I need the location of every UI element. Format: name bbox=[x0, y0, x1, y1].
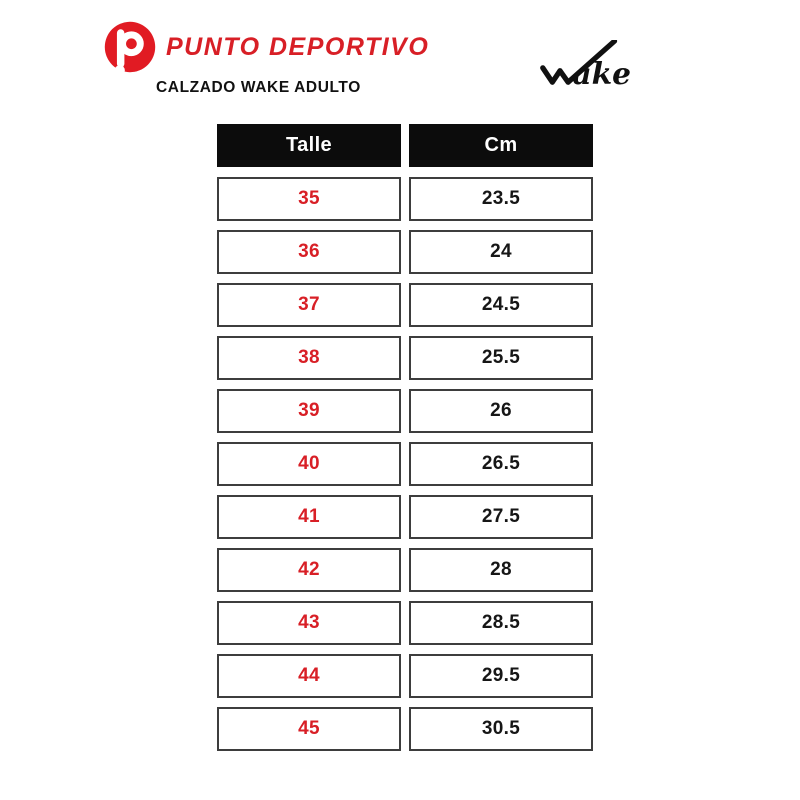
talle-cell: 43 bbox=[217, 601, 401, 645]
column-header-talle: Talle bbox=[217, 124, 401, 167]
talle-cell: 39 bbox=[217, 389, 401, 433]
cm-cell: 23.5 bbox=[409, 177, 593, 221]
size-table bbox=[217, 124, 593, 751]
cm-cell: 27.5 bbox=[409, 495, 593, 539]
cm-cell: 28.5 bbox=[409, 601, 593, 645]
wake-logo bbox=[538, 40, 648, 90]
cm-cell: 30.5 bbox=[409, 707, 593, 751]
cm-cell: 28 bbox=[409, 548, 593, 592]
column-header-cm: Cm bbox=[409, 124, 593, 167]
p-circle-icon bbox=[102, 19, 158, 75]
talle-cell: 45 bbox=[217, 707, 401, 751]
cm-cell: 24.5 bbox=[409, 283, 593, 327]
talle-cell: 38 bbox=[217, 336, 401, 380]
talle-cell: 35 bbox=[217, 177, 401, 221]
page-title: CALZADO WAKE ADULTO bbox=[156, 79, 361, 96]
cm-cell: 26 bbox=[409, 389, 593, 433]
cm-cell: 26.5 bbox=[409, 442, 593, 486]
cm-cell: 24 bbox=[409, 230, 593, 274]
talle-cell: 44 bbox=[217, 654, 401, 698]
talle-cell: 41 bbox=[217, 495, 401, 539]
talle-cell: 40 bbox=[217, 442, 401, 486]
wake-logo-tail: ake bbox=[572, 56, 632, 90]
cm-cell: 25.5 bbox=[409, 336, 593, 380]
talle-cell: 37 bbox=[217, 283, 401, 327]
cm-cell: 29.5 bbox=[409, 654, 593, 698]
brand-name: PUNTO DEPORTIVO bbox=[166, 33, 430, 61]
talle-cell: 42 bbox=[217, 548, 401, 592]
talle-cell: 36 bbox=[217, 230, 401, 274]
